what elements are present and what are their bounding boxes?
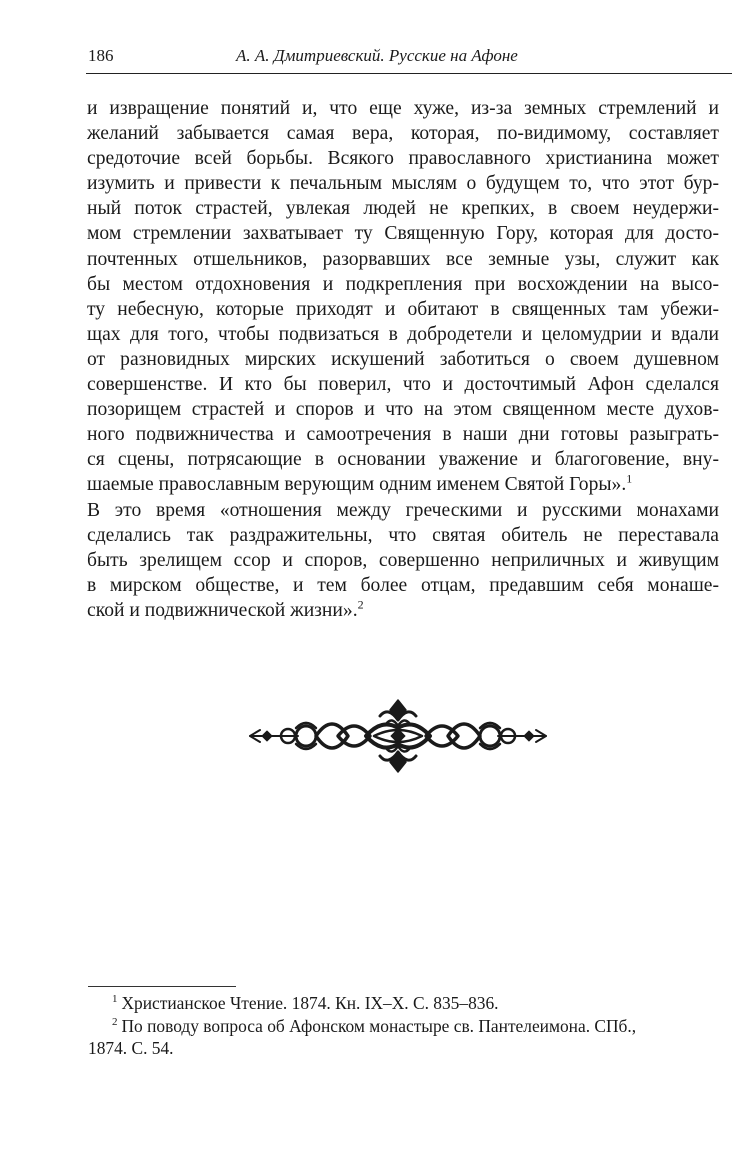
- text-line: позорищем страстей и споров и что на этом священном месте духов-: [87, 399, 719, 421]
- footnote-rule: [88, 986, 236, 987]
- page-header: [88, 44, 730, 72]
- text-line: быть зрелищем ссор и споров, совершенно неприличных и живущим: [87, 549, 719, 571]
- text-line: от разновидных мирских искушений заботиться о своем душевном: [87, 348, 719, 370]
- footnote-2: [88, 1015, 722, 1060]
- knotwork-ornament-icon: [248, 698, 548, 774]
- text-line: ся сцены, потрясающие в основании уважение и благоговение, вну-: [87, 449, 719, 471]
- text-line: ту небесную, которые приходят и обитают в священных там убежи-: [87, 298, 719, 320]
- text-line: желаний забывается самая вера, которая, по-видимому, составляет: [87, 123, 719, 145]
- text-line: в мирском обществе, и тем более отцам, предавшим себя монаше-: [87, 574, 719, 596]
- text-line: и извращение понятий и, что еще хуже, из-за земных стремлений и: [87, 98, 719, 119]
- header-rule: [86, 73, 732, 74]
- body-text: [87, 96, 719, 623]
- text-line: ного подвижничества и самоотречения в наши дни готовы разыграть-: [87, 424, 719, 446]
- text-line: изумить и привести к печальным мыслям о будущем то, что этот бур-: [87, 173, 719, 195]
- text-line: мом стремлении захватывает ту Священную Гору, которая для досто-: [87, 223, 719, 245]
- text-line: бы местом отдохновения и подкрепления при восхождении на высо-: [87, 273, 719, 295]
- footnote-ref: 1: [626, 471, 633, 486]
- page-number: 186: [88, 46, 114, 65]
- text-line: совершенстве. И кто бы поверил, что и досточтимый Афон сделался: [87, 374, 719, 396]
- text-line: средоточие всей борьбы. Всякого православного христианина может: [87, 148, 719, 170]
- text-line: шаемые православным верующим одним именем Святой Горы».$^1$: [87, 471, 633, 496]
- footnotes: [88, 992, 722, 1060]
- text-line: почтенных отшельников, разорвавших все земные узы, служит как: [87, 248, 719, 270]
- text-line: щах для того, чтобы подвизаться в добродетели и целомудрии и вдали: [87, 323, 719, 345]
- text-line: ской и подвижнической жизни».$^2$: [87, 597, 364, 621]
- footnote-text: По поводу вопроса об Афонском монастыре св. Пантелеимона. СПб.,: [121, 1015, 637, 1036]
- text-line: В это время «отношения между греческими и русскими монахами: [87, 499, 719, 521]
- footnote-mark: 1: [112, 993, 118, 1006]
- running-title: А. А. Дмитриевский. Русские на Афоне: [236, 46, 518, 65]
- footnote-ref: 2: [357, 597, 364, 612]
- footnote-mark: 2: [112, 1015, 118, 1028]
- footnote-text: 1874. С. 54.: [88, 1038, 174, 1058]
- footnote-text: Христианское Чтение. 1874. Кн. IX–X. С. 835–836.: [121, 993, 499, 1013]
- text-line: сделались так раздражительны, что святая обитель не переставала: [87, 524, 719, 546]
- footnote-1: [88, 992, 722, 1015]
- text-line: ный поток страстей, увлекая людей не крепких, в своем неудержи-: [87, 198, 719, 220]
